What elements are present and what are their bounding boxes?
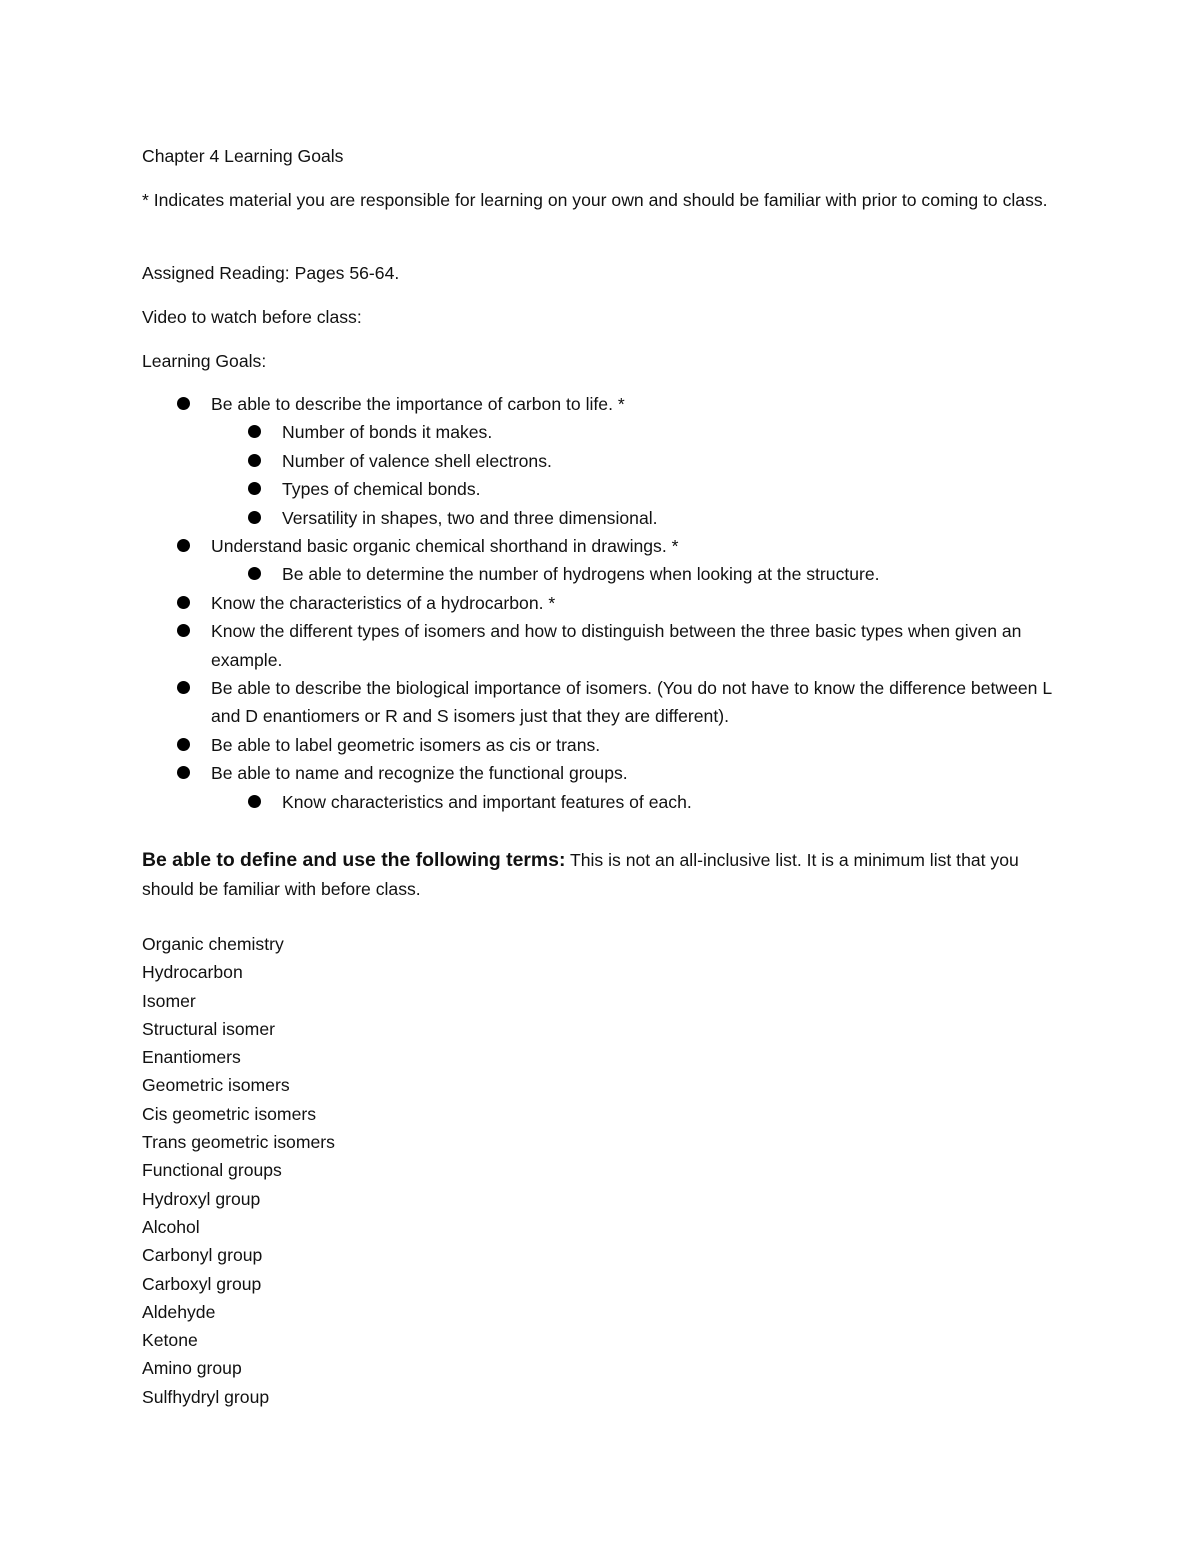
bullet-icon xyxy=(177,681,190,694)
goal-item xyxy=(0,504,1062,532)
goal-item xyxy=(0,589,1061,617)
term-item: Aldehyde xyxy=(142,1301,216,1322)
term-item: Isomer xyxy=(142,990,196,1011)
bullet-icon xyxy=(177,596,190,609)
term-item: Hydroxyl group xyxy=(142,1188,261,1209)
bullet-icon xyxy=(248,567,261,580)
term-item: Amino group xyxy=(142,1358,242,1379)
goal-item xyxy=(0,560,1062,588)
video-note: Video to watch before class: xyxy=(142,307,362,327)
term-item: Structural isomer xyxy=(142,1018,275,1039)
goal-text: Versatility in shapes, two and three dimensional. xyxy=(282,507,658,528)
term-item: Geometric isomers xyxy=(142,1075,290,1096)
learning-goals-list xyxy=(0,390,1200,816)
goal-text: Understand basic organic chemical shorthand in drawings. * xyxy=(211,536,679,557)
goal-text: Be able to label geometric isomers as cis or trans. xyxy=(211,734,601,755)
bullet-icon xyxy=(177,539,190,552)
goal-text: Be able to describe the biological importance of isomers. (You do not have to know the difference between L and D enantiomers or R and S isomers just that they are different). xyxy=(211,678,1052,727)
term-item: Functional groups xyxy=(142,1160,282,1181)
goal-item xyxy=(0,390,1061,418)
goal-item xyxy=(0,447,1062,475)
goal-item xyxy=(0,418,1062,446)
term-item: Hydrocarbon xyxy=(142,962,243,983)
goal-item xyxy=(0,532,1061,560)
term-item: Organic chemistry xyxy=(142,934,284,954)
terms-list xyxy=(142,930,335,1411)
goal-item xyxy=(0,674,1061,731)
term-item: Enantiomers xyxy=(142,1047,241,1068)
terms-heading-bold: Be able to define and use the following terms: xyxy=(142,849,566,871)
bullet-icon xyxy=(177,738,190,751)
assigned-reading: Assigned Reading: Pages 56-64. xyxy=(142,263,400,283)
term-item: Carboxyl group xyxy=(142,1273,262,1294)
term-item: Sulfhydryl group xyxy=(142,1386,270,1407)
goal-item xyxy=(0,759,1061,787)
goal-item xyxy=(0,617,1061,674)
goal-text: Be able to name and recognize the functional groups. xyxy=(211,763,628,784)
goal-text: Be able to determine the number of hydrogens when looking at the structure. xyxy=(282,564,880,585)
bullet-icon xyxy=(248,425,261,438)
goal-item xyxy=(0,731,1061,759)
terms-heading-note: This is not an all-inclusive list. It is a minimum list that you should be familiar with before class. xyxy=(142,850,1019,899)
term-item: Cis geometric isomers xyxy=(142,1103,317,1124)
bullet-icon xyxy=(177,766,190,779)
term-item: Alcohol xyxy=(142,1216,200,1237)
goal-text: Know the characteristics of a hydrocarbon. * xyxy=(211,592,556,613)
term-item: Carbonyl group xyxy=(142,1245,263,1266)
term-item: Ketone xyxy=(142,1330,198,1351)
responsibility-note: * Indicates material you are responsible for learning on your own and should be familiar with prior to coming to class. xyxy=(142,190,1048,210)
goal-item xyxy=(0,788,1062,816)
goal-text: Know characteristics and important features of each. xyxy=(282,791,692,812)
bullet-icon xyxy=(248,511,261,524)
page-title: Chapter 4 Learning Goals xyxy=(142,146,344,166)
learning-goals-heading: Learning Goals: xyxy=(142,351,267,371)
bullet-icon xyxy=(177,397,190,410)
goal-text: Number of valence shell electrons. xyxy=(282,450,552,471)
goal-text: Be able to describe the importance of carbon to life. * xyxy=(211,394,625,414)
bullet-icon xyxy=(248,795,261,808)
goal-text: Number of bonds it makes. xyxy=(282,422,493,443)
goal-item xyxy=(0,475,1062,503)
bullet-icon xyxy=(248,482,261,495)
terms-heading xyxy=(142,846,1067,904)
bullet-icon xyxy=(248,454,261,467)
goal-text: Know the different types of isomers and how to distinguish between the three basic types when given an example. xyxy=(211,621,1022,670)
bullet-icon xyxy=(177,624,190,637)
goal-text: Types of chemical bonds. xyxy=(282,479,481,500)
term-item: Trans geometric isomers xyxy=(142,1132,335,1153)
